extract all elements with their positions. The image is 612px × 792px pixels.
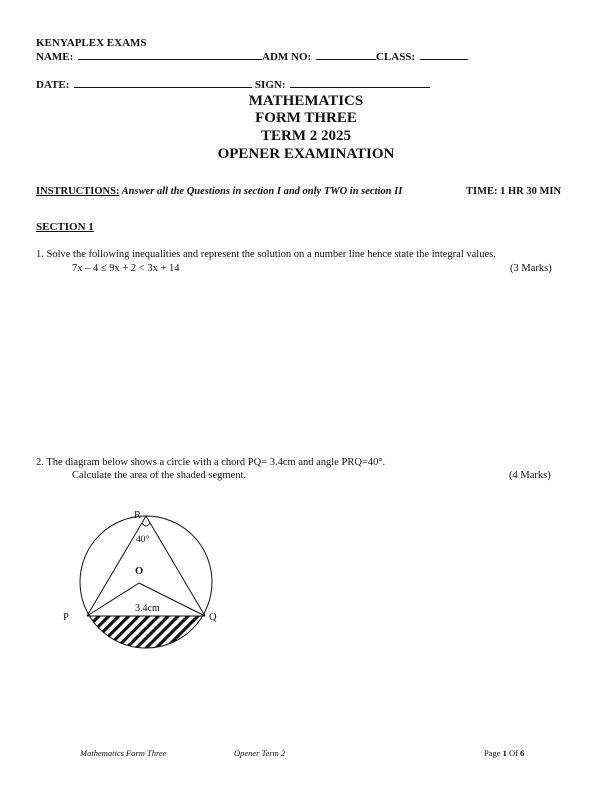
name-field[interactable]: [78, 50, 262, 60]
label-angle: 40°: [136, 535, 150, 545]
question-1: [36, 249, 496, 260]
date-label: DATE:: [36, 79, 70, 91]
line-op: [87, 583, 139, 616]
exam-title: OPENER EXAMINATION: [217, 146, 395, 162]
adm-label: ADM NO:: [262, 51, 312, 63]
instructions-row: [36, 186, 402, 197]
adm-field[interactable]: [316, 50, 376, 60]
page-prefix: Page: [484, 748, 503, 758]
class-label: CLASS:: [375, 51, 416, 63]
page-number: [484, 748, 524, 758]
question-2-marks: (4 Marks): [509, 470, 551, 481]
date-field[interactable]: [74, 78, 252, 88]
footer-term: Opener Term 2: [234, 748, 286, 758]
angle-arc: [142, 523, 150, 526]
label-p: P: [63, 612, 69, 623]
label-q: Q: [209, 612, 217, 623]
page-of: Of: [506, 748, 521, 758]
instructions-label: INSTRUCTIONS:: [36, 186, 120, 197]
date-row: [36, 78, 430, 91]
question-1-expression: 7x – 4 ≤ 9x + 2 < 3x + 14: [72, 263, 180, 274]
circle-diagram-svg: [55, 505, 230, 655]
sign-label: SIGN:: [254, 79, 286, 91]
page-total: 6: [520, 748, 525, 758]
section-heading: SECTION 1: [36, 221, 94, 233]
question-1-number: 1.: [36, 249, 44, 260]
footer-subject: Mathematics Form Three: [80, 748, 167, 758]
time-allowed: TIME: 1 HR 30 MIN: [466, 186, 562, 197]
label-o: O: [135, 566, 144, 577]
school-name: KENYAPLEX EXAMS: [36, 37, 147, 49]
form-title: FORM THREE: [255, 110, 357, 126]
circle-diagram: [55, 505, 230, 655]
page-current: 1: [502, 748, 507, 758]
question-2-subtext: Calculate the area of the shaded segment.: [72, 470, 247, 481]
instructions-text: Answer all the Questions in section I and only TWO in section II: [119, 186, 403, 197]
sign-field[interactable]: [290, 78, 430, 88]
label-chord: 3.4cm: [135, 603, 160, 614]
question-2-number: 2.: [36, 457, 44, 468]
subject-title: MATHEMATICS: [248, 93, 364, 109]
question-1-marks: (3 Marks): [510, 263, 552, 274]
class-field[interactable]: [420, 50, 468, 60]
name-label: NAME:: [36, 51, 74, 63]
question-2-text: The diagram below shows a circle with a chord PQ= 3.4cm and angle PRQ=40°.: [46, 457, 386, 468]
name-row: [36, 50, 468, 63]
term-title: TERM 2 2025: [261, 128, 351, 144]
question-2: [36, 457, 385, 468]
label-r: R: [134, 510, 142, 521]
question-1-text: Solve the following inequalities and represent the solution on a number line hence state the integral values.: [46, 249, 496, 260]
